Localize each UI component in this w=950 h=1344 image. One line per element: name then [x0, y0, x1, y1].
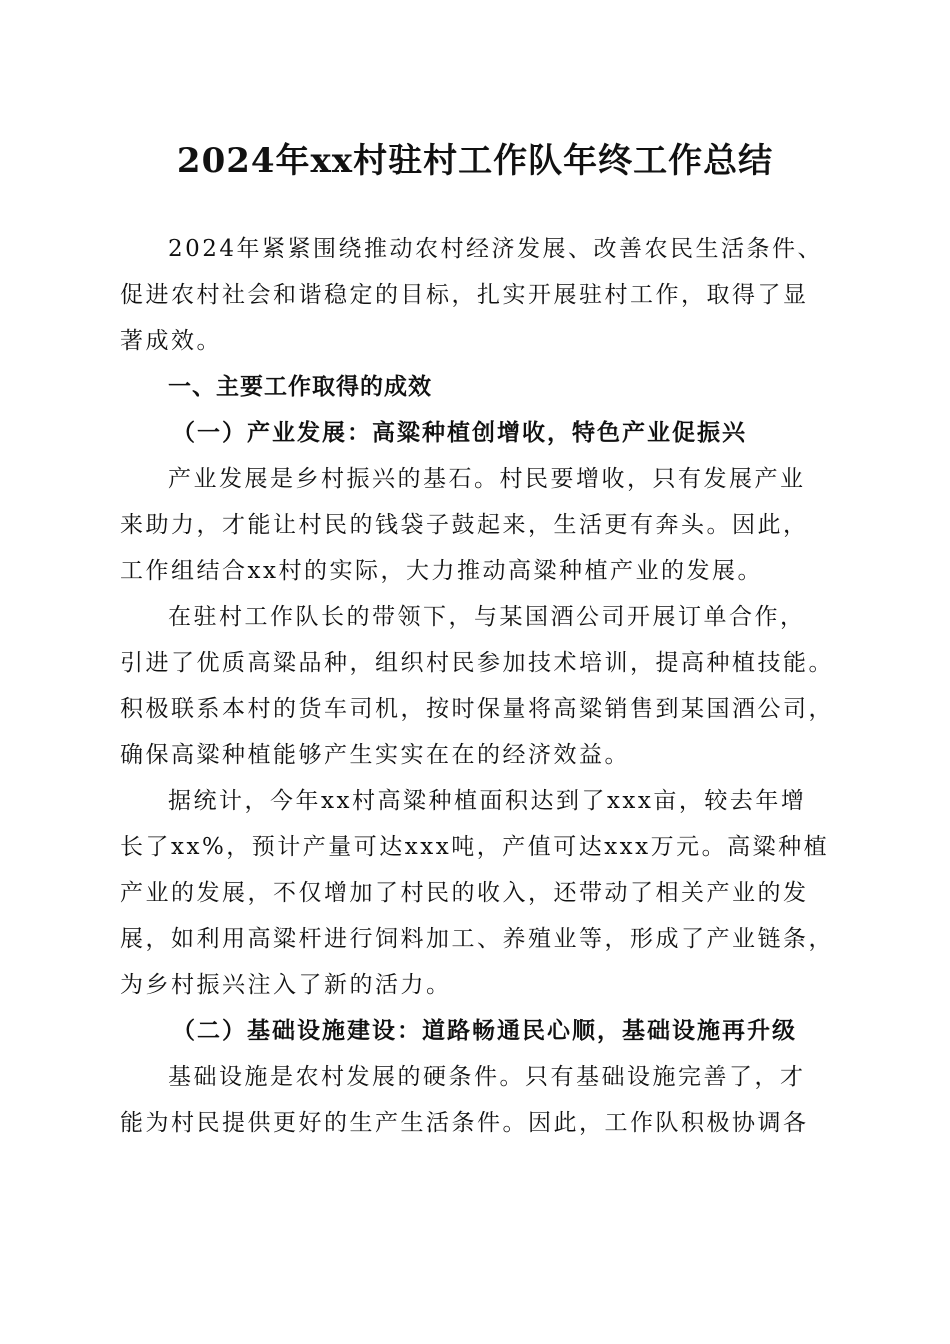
subsection-heading: （一）产业发展：高粱种植创增收，特色产业促振兴 [172, 419, 747, 446]
text-line: 能为村民提供更好的生产生活条件。因此，工作队积极协调各 [120, 1110, 809, 1136]
text-line: 长了xx%，预计产量可达xxx吨，产值可达xxx万元。高粱种植 [120, 834, 830, 860]
text-line: 确保高粱种植能够产生实实在在的经济效益。 [120, 742, 630, 768]
text-line: 在驻村工作队长的带领下，与某国酒公司开展订单合作， [168, 604, 806, 630]
text-line: 展，如利用高粱杆进行饲料加工、养殖业等，形成了产业链条， [120, 926, 834, 952]
document-body [120, 226, 850, 1146]
text-line: 2024年紧紧围绕推动农村经济发展、改善农民生活条件、 [168, 236, 824, 262]
text-line: 著成效。 [120, 328, 222, 354]
subsection-heading: （二）基础设施建设：道路畅通民心顺，基础设施再升级 [172, 1017, 797, 1044]
section-heading: 一、主要工作取得的成效 [168, 374, 432, 400]
text-line: 为乡村振兴注入了新的活力。 [120, 972, 452, 998]
document-title: 2024年xx村驻村工作队年终工作总结 [176, 141, 774, 181]
text-line: 据统计，今年xx村高粱种植面积达到了xxx亩，较去年增 [168, 788, 807, 814]
text-line: 引进了优质高粱品种，组织村民参加技术培训，提高种植技能。 [120, 650, 834, 676]
text-line: 工作组结合xx村的实际，大力推动高粱种植产业的发展。 [120, 558, 763, 584]
text-line: 基础设施是农村发展的硬条件。只有基础设施完善了，才 [168, 1064, 806, 1090]
text-line: 来助力，才能让村民的钱袋子鼓起来，生活更有奔头。因此， [120, 512, 809, 538]
text-line: 产业发展是乡村振兴的基石。村民要增收，只有发展产业 [168, 466, 806, 492]
text-line: 产业的发展，不仅增加了村民的收入，还带动了相关产业的发 [120, 880, 809, 906]
text-line: 积极联系本村的货车司机，按时保量将高粱销售到某国酒公司， [120, 696, 834, 722]
text-line: 促进农村社会和谐稳定的目标，扎实开展驻村工作，取得了显 [120, 282, 809, 308]
